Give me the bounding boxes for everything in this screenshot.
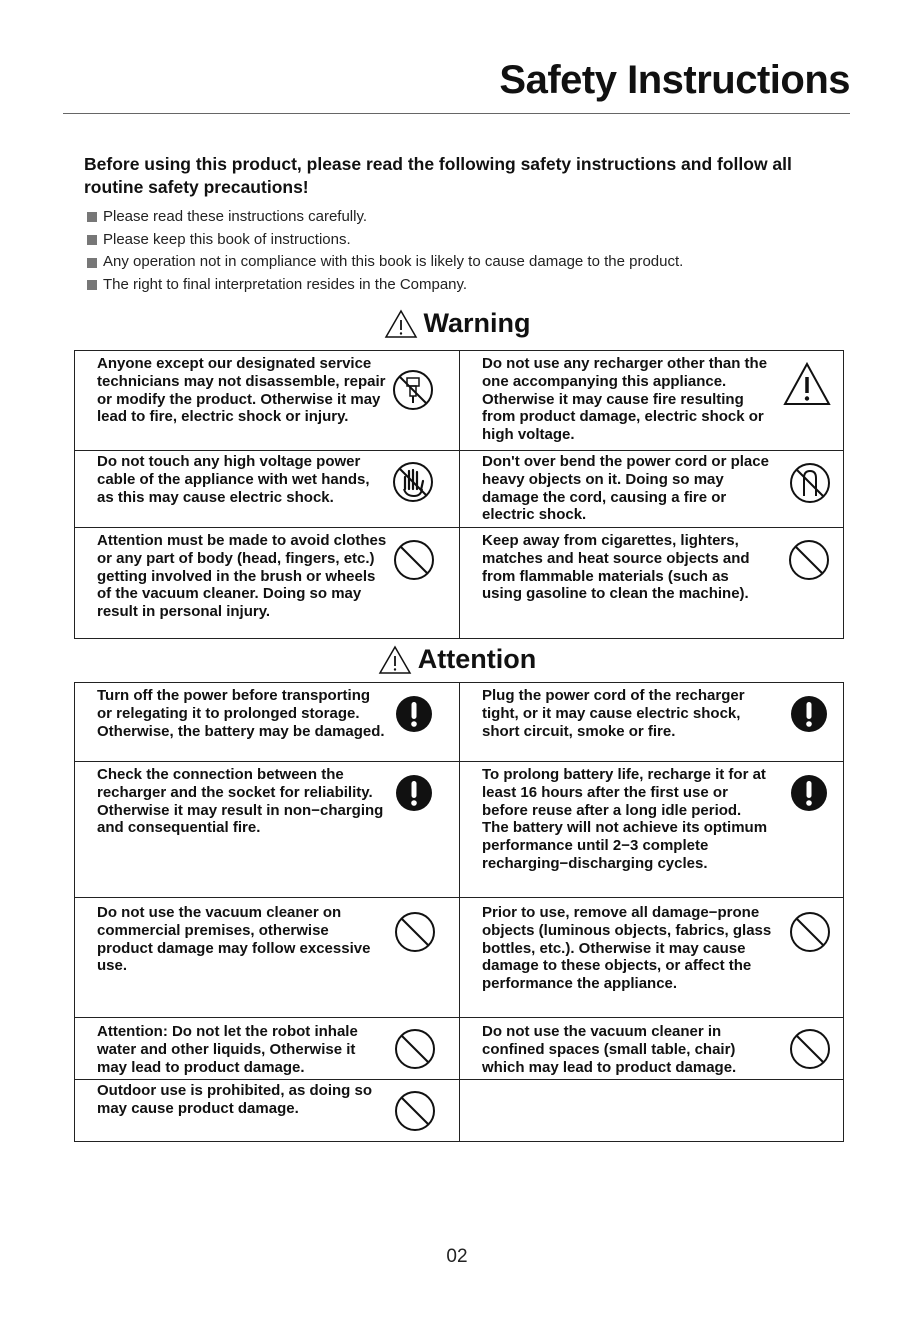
title-divider	[63, 113, 850, 114]
table-cell: Attention: Do not let the robot inhale water and other liquids, Otherwise it may lead to product damage.	[75, 1018, 459, 1079]
mandatory-exclamation-icon	[395, 695, 433, 733]
table-cell: Do not use any recharger other than the one accompanying this appliance. Otherwise it may cause fire resulting from product damage, electric shock or high voltage.	[459, 351, 843, 450]
table-cell: Check the connection between the recharger and the socket for reliability. Otherwise it may result in non−charging and consequential fire.	[75, 762, 459, 897]
mandatory-exclamation-icon	[790, 695, 828, 733]
warning-triangle-icon	[384, 309, 418, 339]
warning-heading: Warning	[0, 308, 914, 339]
table-cell: Do not touch any high voltage power cable of the appliance with wet hands, as this may cause electric shock.	[75, 451, 459, 527]
table-cell: Do not use the vacuum cleaner on commercial premises, otherwise product damage may follow excessive use.	[75, 898, 459, 1017]
table-cell: Attention must be made to avoid clothes or any part of body (head, fingers, etc.) getting involved in the brush or wheels of the vacuum cleaner. Doing so may result in personal injury.	[75, 528, 459, 638]
square-bullet-icon	[87, 235, 97, 245]
prohibited-icon	[393, 910, 437, 954]
no-disassemble-icon	[390, 367, 436, 413]
bullet-list	[87, 206, 683, 297]
table-cell: Outdoor use is prohibited, as doing so may cause product damage.	[75, 1080, 459, 1141]
mandatory-exclamation-icon	[395, 774, 433, 812]
prohibited-icon	[787, 538, 831, 582]
table-row	[75, 450, 843, 527]
table-cell: Keep away from cigarettes, lighters, matches and heat source objects and from flammable materials (such as using gasoline to clean the machine).	[459, 528, 843, 638]
no-bend-cord-icon	[787, 460, 833, 506]
bullet-item: Please read these instructions carefully.	[87, 206, 683, 229]
square-bullet-icon	[87, 258, 97, 268]
prohibited-icon	[393, 1027, 437, 1071]
table-row	[75, 897, 843, 1017]
page-title: Safety Instructions	[499, 58, 850, 102]
page-number: 02	[446, 1246, 468, 1267]
table-cell: Anyone except our designated service technicians may not disassemble, repair or modify the product. Otherwise it may lead to fire, electric shock or injury.	[75, 351, 459, 450]
table-cell: Turn off the power before transporting or relegating it to prolonged storage. Otherwise, the battery may be damaged.	[75, 683, 459, 761]
table-row	[75, 351, 843, 450]
bullet-item: Any operation not in compliance with this book is likely to cause damage to the product.	[87, 251, 683, 274]
table-cell: Do not use the vacuum cleaner in confined spaces (small table, chair) which may lead to product damage.	[459, 1018, 843, 1079]
table-cell: To prolong battery life, recharge it for at least 16 hours after the first use or before reuse after a long idle period. The battery will not achieve its optimum performance until 2−3 complete recharging−discharging cycles.	[459, 762, 843, 897]
prohibited-icon	[393, 1089, 437, 1133]
table-row	[75, 761, 843, 897]
bullet-item: The right to final interpretation resides in the Company.	[87, 274, 683, 297]
table-cell: Plug the power cord of the recharger tight, or it may cause electric shock, short circuit, smoke or fire.	[459, 683, 843, 761]
caution-triangle-icon	[782, 361, 832, 407]
table-cell: Prior to use, remove all damage−prone objects (luminous objects, fabrics, glass bottles, etc.). Otherwise it may cause damage to these objects, or affect the performance the appliance.	[459, 898, 843, 1017]
warning-triangle-icon	[378, 645, 412, 675]
table-row	[75, 683, 843, 761]
warning-table	[74, 350, 844, 639]
prohibited-icon	[788, 1027, 832, 1071]
table-cell: Don't over bend the power cord or place heavy objects on it. Doing so may damage the cord, causing a fire or electric shock.	[459, 451, 843, 527]
table-row	[75, 1079, 843, 1141]
intro-text: Before using this product, please read the following safety instructions and follow all routine safety precautions!	[84, 154, 792, 197]
table-row	[75, 527, 843, 638]
table-cell-empty	[459, 1080, 843, 1141]
square-bullet-icon	[87, 280, 97, 290]
mandatory-exclamation-icon	[790, 774, 828, 812]
attention-table	[74, 682, 844, 1142]
prohibited-icon	[392, 538, 436, 582]
table-row	[75, 1017, 843, 1079]
no-wet-hands-icon	[390, 459, 436, 505]
prohibited-icon	[788, 910, 832, 954]
bullet-item: Please keep this book of instructions.	[87, 229, 683, 252]
square-bullet-icon	[87, 212, 97, 222]
attention-heading: Attention	[0, 644, 914, 675]
